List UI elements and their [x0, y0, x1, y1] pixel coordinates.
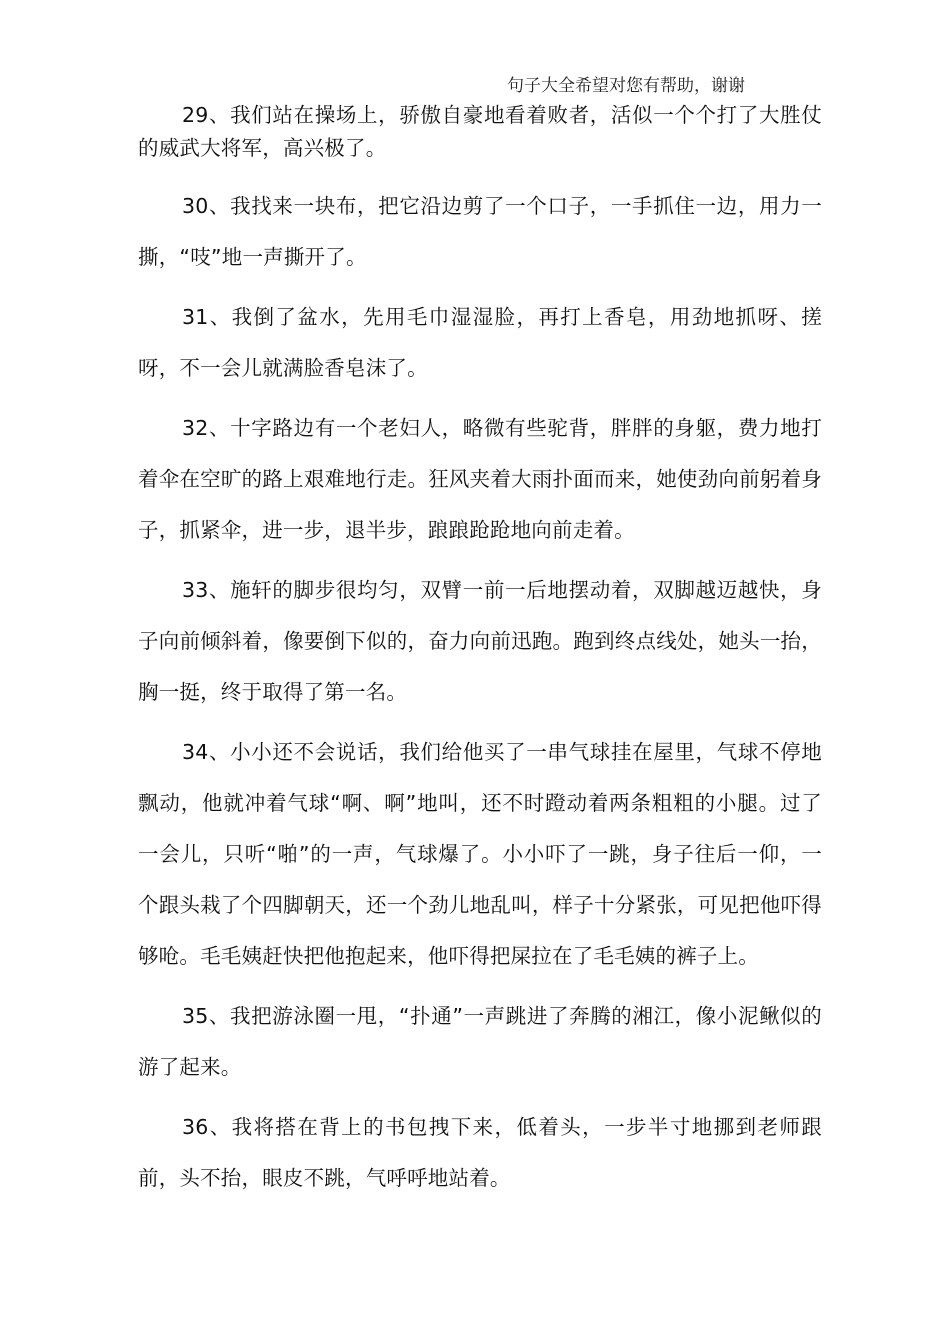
paragraph-32: 32、十字路边有一个老妇人，略微有些驼背，胖胖的身躯，费力地打着伞在空旷的路上艰难地行走。狂风夹着大雨扑面而来，她使劲向前躬着身子，抓紧伞，进一步，退半步，踉踉跄跄地向前走着。 [138, 416, 822, 542]
document-body [138, 99, 822, 1213]
paragraph-31: 31、我倒了盆水，先用毛巾湿湿脸，再打上香皂，用劲地抓呀、搓呀，不一会儿就满脸香皂沫了。 [138, 305, 822, 380]
paragraph-34: 34、小小还不会说话，我们给他买了一串气球挂在屋里，气球不停地飘动，他就冲着气球“啊、啊”地叫，还不时蹬动着两条粗粗的小腿。过了一会儿，只听“啪”的一声，气球爆了。小小吓了一跳，身子往后一仰，一个跟头栽了个四脚朝天，还一个劲儿地乱叫，样子十分紧张，可见把他吓得够呛。毛毛姨赶快把他抱起来，他吓得把屎拉在了毛毛姨的裤子上。 [138, 740, 822, 968]
paragraph-36: 36、我将搭在背上的书包拽下来，低着头，一步半寸地挪到老师跟前，头不抬，眼皮不跳，气呼呼地站着。 [138, 1115, 822, 1190]
header-note: 句子大全希望对您有帮助，谢谢 [507, 76, 745, 96]
paragraph-30: 30、我找来一块布，把它沿边剪了一个口子，一手抓住一边，用力一撕，“吱”地一声撕开了。 [138, 194, 822, 269]
paragraph-35: 35、我把游泳圈一甩，“扑通”一声跳进了奔腾的湘江，像小泥鳅似的游了起来。 [138, 1004, 822, 1079]
paragraph-29: 29、我们站在操场上，骄傲自豪地看着败者，活似一个个打了大胜仗的威武大将军，高兴极了。 [138, 103, 822, 160]
paragraph-33: 33、施轩的脚步很均匀，双臂一前一后地摆动着，双脚越迈越快，身子向前倾斜着，像要倒下似的，奋力向前迅跑。跑到终点线处，她头一抬，胸一挺，终于取得了第一名。 [138, 578, 822, 704]
